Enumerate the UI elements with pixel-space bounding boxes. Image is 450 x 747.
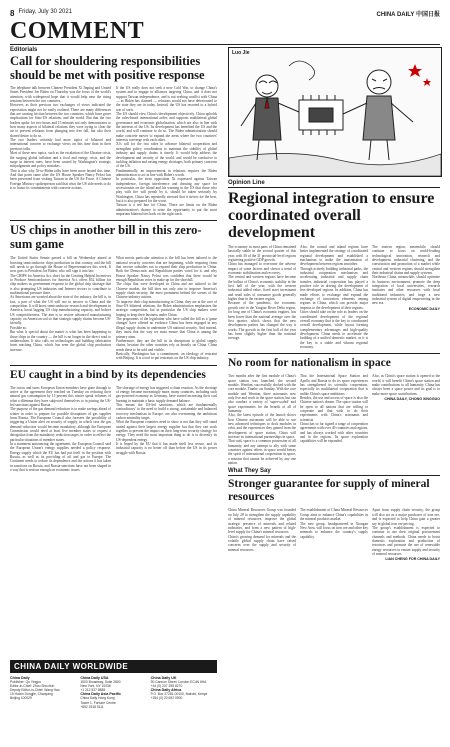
us-story-paragraph: As Americans are worried about the state of the industry, the bill is, in fact, a part of what the US will use to answer to China and the competition. It will boost semiconductor research and development in America, boost lagging US chip manufacturing capacity, and bolster US competitiveness. The aim is to restore advanced manufacturing capacity on American soil so that strategic supply chains become US-friendly. (10, 295, 111, 326)
no-room-byline: CHINA DAILY, CHONG XINGGUO (384, 396, 440, 401)
eu-story-block (10, 369, 217, 473)
us-story-paragraph: But what is special about the matter is what has been happening to those chips in the country — the bill is no longer in the direct road to unilateralism. It also calls on technologies and building fabrication from reaching China, which has seen the global chip production increase. (10, 330, 111, 352)
masthead-line: Beijing 100029 (10, 696, 32, 701)
no-room-body (228, 374, 440, 465)
opinion-line-label: Opinion Line (228, 180, 265, 186)
us-story-paragraph: The CHIPS for America Act, short for the Creating Helpful Incentives to Produce Semiconductors for America Act, offers $52 billion for chip makers as government response to the global chip shortage that is also prompting US industries and Internet sectors to contribute to multinational pressure there. (10, 273, 111, 296)
us-story-paragraph: Possible so. (10, 325, 27, 330)
masthead-line: 1500 Broadway, Suite 2800 (80, 680, 121, 685)
editorial-paragraph: In particular, the stern opposition Xi expressed against Taiwan independence, foreign interference and drawing any space for secessionists on the island and his warning to the US that those who play with fire will perish by it, should be taken seriously by Washington. China has repeatedly stressed that it strives for the best, but it is also prepared for the worst. (116, 177, 217, 203)
no-room-paragraph: That said, space is a common possession of all humanity, and any attempt to ally with some countries against others in space would betray the spirit of international cooperation in space, a mission that cannot be achieved by any one nation. (228, 439, 296, 466)
opinion-paragraph: Through actively building industrial parks, the industrial cooperation mechanism and accelerating industrial and supply chain transfer, industrial cooperation has played a positive role in driving the development of less-developed regions. In addition, China has made efforts to exchange and expand the exchange of innovation elements among regions in China, which can provide major impetus to the development of their regions. (300, 266, 368, 310)
stronger-body (228, 508, 440, 561)
masthead-line: +852 2518 5111 (80, 704, 104, 709)
us-story-paragraph: What merits particular attention is the bill has been tailored to the national security concerns that are beginning, while requiring firms that receive subsidies not to expand their chip production in China. Both the Democratic and Republican parties voted for it, and why House Speaker Nancy Pelosi was confident that there would be enough Republican votes to make up for the shortfall. (116, 256, 217, 283)
masthead-line: 90 Cannon Street, London EC4N 6HA (150, 680, 207, 685)
opinion-headline: Regional integration to ensure coordinated overall development (228, 190, 435, 241)
us-story-block (10, 224, 217, 360)
stronger-paragraph: Apart from supply chain security, the group will also act as a major purchaser of iron ore, and is expected to help China gain a greater say in global iron ore pricing. (372, 508, 440, 526)
masthead-europe-africa (151, 676, 217, 709)
no-room-paragraph: Also, as China's space station is opened to the world, it will benefit China's space station and make contributions to all humanity. China has always been a space power and its goal is to make more space contributions. (372, 374, 440, 396)
cartoon-credit: Luo Jie (232, 50, 250, 56)
no-room-paragraph: China has so far signed a range of cooperation agreements with over 40 countries and regions, and has always worked with other countries and in the regions. Its space exploration capabilities will be expanded. (300, 422, 368, 444)
left-column (10, 47, 217, 472)
what-they-say-rule (228, 475, 440, 476)
right-column (228, 47, 440, 561)
opinion-paragraph: Cities should take on the role as leaders on the coordinated development of the regional overall economy that is the key to coordinated overall development, while layout forming complementary advantages and high-quality development. China needs to accelerate the building of a unified domestic market, as it is the key to a stable and vibrant regional economy. (300, 310, 368, 349)
editorial-paragraph: That is also why Xi-to-Biden talks have been more heated this time. And that point came after the US House Speaker Nancy Pelosi has been prevented from visiting Taiwan in the US Air Force. A Chinese Foreign Ministry spokesperson said that what the US side needs to do is to honor its commitments with concrete actions. (10, 168, 111, 190)
masthead-line: Publisher: Qu Yingpu (10, 680, 41, 685)
masthead-usa-asia (80, 676, 146, 709)
story-rule (10, 220, 217, 221)
section-rule (10, 44, 440, 45)
opinion-body (228, 245, 440, 349)
masthead-line: 15 Huixin Dongjie, Chaoyang (10, 692, 53, 697)
us-story-body (10, 256, 217, 360)
opinion-paragraph: The economy in most parts of China remained basically stable in the second quarter of this year, with 30 of the 31 provincial-level regions registering positive GDP growth. (228, 245, 296, 263)
eu-story-headline: EU caught in a bind by its dependencies (10, 368, 206, 381)
opinion-paragraph: Because of the pandemic, the economic growth rate in the Yangtze River Delta region, for long one of China's economic engines, has been lower than the national average over the first quarter, which shows that the new development pattern has changed the way it works. The growth in the first half of the year has been slightly higher than the national average. (228, 301, 296, 341)
editorial-block (10, 47, 217, 216)
masthead-europe-label: China Daily UK (150, 676, 177, 680)
stronger-paragraph: The new group, headquartered in Xiongan New Area, will focus on iron ore and other key minerals to enhance the country's supply capability. (300, 521, 368, 539)
page-number: 8 (10, 8, 15, 18)
masthead-china-label: China Daily (10, 676, 30, 680)
us-story-paragraph: The United States Senate passed a bill on Wednesday aimed at boosting semiconductor chips production in that country, and the bill still needs to go through the House of Representatives this week. It now goes to President Joe Biden, who will sign it into law. (10, 256, 111, 274)
masthead-line: Editor-in-Chief: Zhou Shuchun (10, 684, 55, 689)
masthead-line: China Daily Hong Kong (80, 696, 115, 701)
masthead-line: Deputy Editor-in-Chief: Wang Hao (10, 688, 60, 693)
opinion-byline: ECONOMIC DAILY (408, 306, 440, 311)
masthead-columns (10, 676, 217, 709)
masthead-china (10, 676, 76, 709)
opinion-rule (228, 187, 440, 188)
editorial-paragraph: Fundamentally, an improvement in relations requires the Biden administration to act in line with Biden's words. (116, 168, 217, 177)
us-story-paragraph: The proponents of the legislation who have called the bill as a 'game changer' have offered no evidence China has been engaged in any illegal supply chains to undermine US national security. And instead, they insist that the way we must ensure that China is among the primary aims. (116, 317, 217, 339)
stronger-paragraph: The establishment of China Mineral Resources Group aims to enhance China's capabilities in the mineral products market. (300, 508, 368, 522)
opinion-paragraph: China has managed to overcome the adverse impact of some factors and shown a trend of economic stabilization and recovery. (228, 262, 296, 276)
us-story-headline: US chips in another bill in this zero-sum game (10, 223, 202, 251)
no-room-paragraph: Two months after the first module of China's space station was launched, the second module, Wentian, successfully docked with the core module, Tianhe, on Sunday. With the core module and Wentian, three astronauts now only live and work in the space station, but can also conduct a variety of 'super-scaled' and space experiments for the benefit of all of humanity. (228, 374, 296, 413)
masthead-line: +1 212 537 8888 (80, 688, 106, 693)
eu-story-body (10, 386, 217, 473)
editorial-kicker: Editorials (10, 47, 38, 53)
cartoon-illustration (229, 48, 441, 176)
opinion-paragraph: Northeast China, meanwhile, should optimize its business environment, promote the deep integration of local universities, research institutes and other resources with local traditional industries, and forge a new industrial system of digital empowering in the new era. (372, 275, 440, 306)
editorial-paragraph: Most of these new topics, such as the escalation of the Ukraine crisis, the surging global inflation and a food and energy crisis, and the surge in interest rates, have been caused by Washington's strategic misjudgments and policy mistakes. (10, 151, 111, 169)
eu-story-paragraph: In a statement announcing the agreement, the European Council said the European Union's energy supplies needed a policy response. Energy supply which the EU has had put itself in the position with Russia, as well as its providing of oil and gas to Europe. The Continent needs to reduce its dependence and the actions it has taken in sanctions on Russia, and Russia-sanctions have not been shaped in a way that is serious enough on economic issues. (10, 442, 111, 473)
masthead-line: P.O. Box 27281-00100, Nairobi, Kenya (150, 692, 208, 697)
no-room-paragraph: Besides, the use and access of space is also the Chinese nation's dream. The space station will be open to all nations that are willing to cooperate and that wish to do their experiments with China's astronauts and scientists. (300, 395, 368, 422)
what-they-say-label: What They Say (228, 468, 271, 475)
eu-story-paragraph: It is hoped by the EU that it has made itself less secure, and its industrial capacity is no better off than before the US in its power struggle with Russia. (116, 442, 217, 455)
no-room-headline: No room for nationalism in space (228, 357, 391, 370)
story-rule (228, 353, 440, 354)
stronger-byline: LIAN CHENG FOR CHINA DAILY (385, 557, 440, 562)
eu-story-paragraph: The twists and turns European Union members have gone through to arrive at the agreement they reached on Tuesday on reducing their natural gas consumption by 15 percent this winter speak volumes of what a dilemma they have subjected themselves to in joining the US-led sanctions against Russia. (10, 385, 111, 407)
masthead-line: New York, NY 10036 (80, 684, 111, 689)
publication-name-cn: 中国日报 (415, 11, 440, 18)
section-title: COMMENT (10, 18, 145, 44)
masthead-line: +44 (0) 207 398 8270 (150, 684, 183, 689)
publication-name: CHINA DAILY (376, 11, 415, 18)
page-header (10, 8, 440, 18)
masthead-title: CHINA DAILY WORLDWIDE (10, 660, 217, 673)
story-rule (10, 365, 217, 366)
masthead-box (10, 660, 217, 740)
editorial-paragraph: Xi's call for the two sides to advance bilateral cooperation and strengthen policy coordination to maintain the stability of global industry and supply chains is timely. It would help address the development and security of the world, and would be conducive to tackling inflation and easing energy shortages, both primary concerns of the US. (116, 142, 217, 169)
eu-story-paragraph: This means the US-led sanctions, which are fundamentally contradictory' to the need to build a strong, sustainable and balanced recovery mechanism in Europe, are also overturning the ambitious carbon neutrality target. (116, 402, 217, 420)
masthead-usa-label: China Daily USA (80, 676, 109, 680)
us-story-paragraph: Furthermore, they are the bill in its disruptions to global supply chains, because the other countries rely as heavily on China. China sends these to be sold and visible. (116, 338, 217, 352)
masthead-africa-label: China Daily Africa (150, 688, 182, 693)
us-story-paragraph: Basically, Washington has a commitment, an ideology of restraint with Beijing. It is a tool to put restraints on the US chip industry. (116, 351, 217, 361)
editorial-body (10, 86, 217, 216)
masthead-asia-label: China Daily Asia Pacific (80, 692, 121, 697)
no-room-paragraph: Also, the latest episode of the launch shows how Chinese astronauts will be able to use new advanced techniques to dock modules in orbit, and the experiences they gained from the development of space station, China will increase its international partnerships in space. (228, 413, 296, 440)
masthead-line: Tower 1, Fortune Centre (80, 700, 116, 705)
stronger-headline: Stronger guarantee for supply of mineral resources (228, 478, 430, 504)
eu-story-paragraph: What the European countries need to show is not that they will stand united against their largest energy supplier but that they can work together to prevent the impact on their long-term security strategy for energy. They need the most important thing to do is to diversify its US-dependent energy. (116, 420, 217, 442)
stronger-paragraph: The group's establishment is expected to continue to use their original procurement channels and methods. China needs to boost domestic exploration and production of resources and promote the use of renewable energy resources to ensure supply and security of mineral resources. (372, 525, 440, 556)
opinion-paragraph: Also, the coastal and inland regions have better implemented the strategy of coordinated regional development and established a mechanism to make the transmission of development between regions smoother. (300, 245, 368, 267)
editorial-paragraph: If the US really does not seek a new Cold War, to change China's system and to engage in alliances targeting China, and it does not support Taiwan independence, and is not seeking conflict with China — as Biden has claimed — relations would not have deteriorated to the state they are in today. Instead, the US has resorted to a hybrid war of sorts. (116, 86, 217, 112)
stronger-paragraph: China's growing demand for minerals and the volatile global supply chain have raised concerns over the supply and security of mineral resources. (228, 534, 296, 552)
eu-story-paragraph: The purpose of the gas demand reduction is to make savings ahead of winter in order to prepare for possible disruptions of gas supplies from Russia. The European Council also foresees the possibility of triggering a Union alert on security of supply, in which case the gas demand reduction would become mandatory, although the European Commission would need at least five member states to request a derogation from the mandatory reduction target, in order to reflect the particular situations of member states. (10, 407, 111, 442)
opinion-paragraph: The eastern region, meanwhile, should continue to focus on world-leading technological innovation, research and development, industrial clustering, and the construction and promotion of a market while central and western regions should strengthen their industrial chains and supply systems. (372, 245, 440, 276)
us-story-paragraph: The chips that were developed in China and are tailored to the Chinese market, the bill does not only aim to improve America's supply chain security, the most prominent behind the scenes of the Chinese industry actions. (116, 282, 217, 300)
issue-date: Friday, July 30 2021 (18, 8, 73, 15)
us-story-paragraph: To improve their chip manufacturing in China, they are at the core of Sino-US bilateral relations, the Biden administration emphasizes the strategic competition, but in particular the US chip makers were hoping to keep their business under China. (116, 299, 217, 317)
editorial-paragraph: Taiwan is a red line for China. There are limits on the Biden administration's chance to seize the opportunity to put the most important bilateral ties back on the right track. (116, 203, 217, 216)
editorial-paragraph: The telephone talk between Chinese President Xi Jinping and United States President Joe Biden on Thursday was the focus of the world's attention, with widespread hope that it would help ease the rising tensions between the two countries. (10, 86, 111, 104)
editorial-paragraph: The two leaders certainly had more topics of bilateral and international concern to exchange views on this time than in their previous talks. (10, 138, 111, 151)
editorial-cartoon (228, 47, 442, 177)
editorial-paragraph: The US should view China's development objectively. China upholds the rules-based international order, and supports multilateral global governance and economic globalization, which are also in line with the interests of the US. Its development has benefited the US and the world, and will continue to do so. The Biden administration should make concrete moves to expand the areas where the two countries' interests converge with each other. (116, 112, 217, 143)
stronger-paragraph: China Mineral Resources Group was founded on July 28 to strengthen the supply capability of mineral resources, improve the global strategic presence of minerals and related industries, and form a new pattern of high-level supply for China's mineral resources. (228, 508, 296, 535)
editorial-paragraph: However, as their previous two exchanges of views indicated the expectation might not be easily realized. There are many differences that are causing friction between the two countries, which have grave implications for Sino-US relations, and the world. But that the two leaders spoke for two hours and 15 minutes not only demonstrates to how many aspects of bilateral relations they were trying to clear the air to prevent relations from plunging into free fall, but also their shared desire to do so. (10, 103, 111, 138)
eu-story-paragraph: The shortage of energy has triggered a chain reaction. As the shortage of energy became increasingly more, many countries, including such gas-powered economy as Germany, have started increasing their coal burning to maintain a basic supply demand balance. (116, 385, 217, 403)
no-room-paragraph: That the International Space Station and Apollo and Russia to do its space experiences has strengthened its scientific cooperation, especially its multilateral cooperation that is unlike China's space ambitions. (300, 374, 368, 396)
opinion-paragraph: The central and western regions have become the ballast of China's economic stability in the first half of the year, with the western industrial added value, fixed asset investment and retail sales of consumer goods generally higher than in the eastern region. (228, 275, 296, 302)
editorial-headline: Call for shouldering responsibilities should be met with positive response (10, 54, 205, 82)
masthead-line: +254 (0) 20 692 0900 (150, 696, 183, 701)
